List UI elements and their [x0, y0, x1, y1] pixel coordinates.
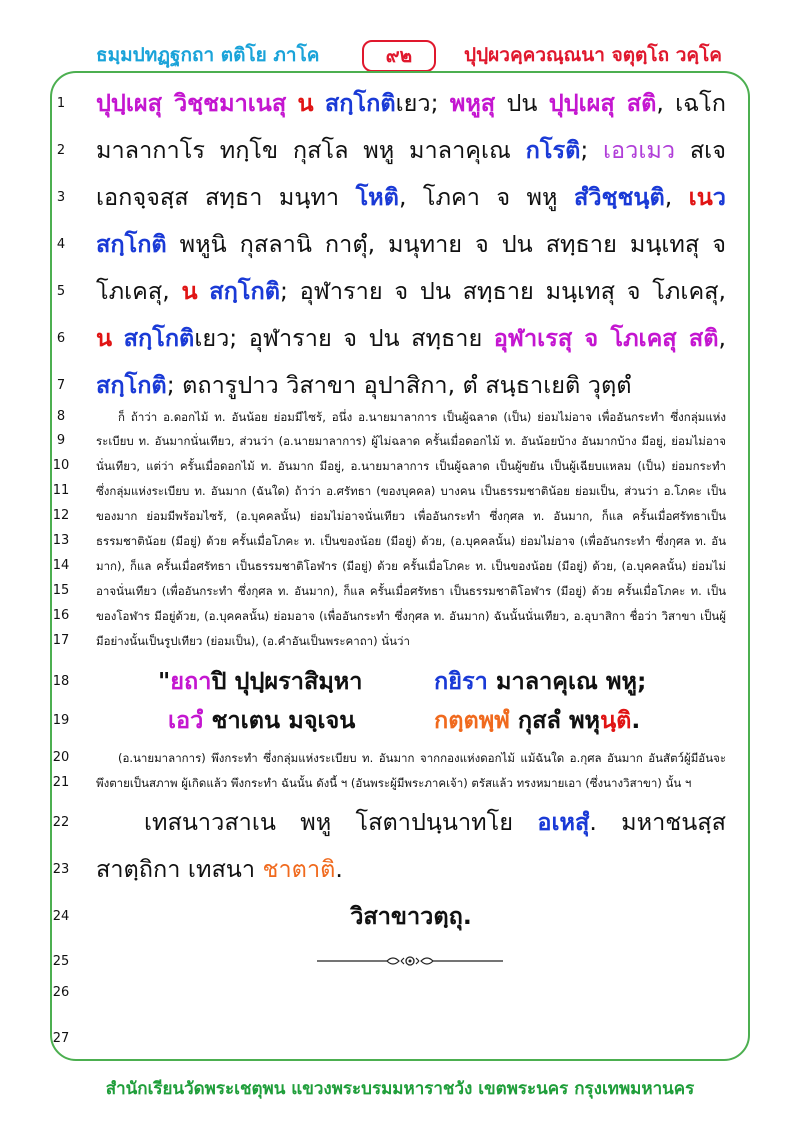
line-number: 12	[52, 508, 70, 523]
line-number: 7	[56, 378, 66, 393]
text-run	[286, 89, 297, 117]
pali-verb: สกฺโกติ	[96, 230, 167, 258]
footer-institution: สำนักเรียนวัดพระเชตุพน แขวงพระบรมมหาราชวัง เขตพระนคร กรุงเทพมหานคร	[105, 1079, 695, 1099]
line-number: 25	[52, 954, 70, 969]
verse-quote-particle: นฺติ	[600, 706, 632, 734]
line-number: 15	[52, 583, 70, 598]
text-line-23	[96, 854, 726, 884]
text-run: เยว;	[395, 89, 450, 117]
translation-line: มาก), ก็แล ครั้นเมื่อศรัทธา เป็นธรรมชาติโอฬาร (มีอยู่) ด้วย ครั้นเมื่อโภคะ ท. เป็นของน้อย (มีอยู่) ด้วย, (อ.บุคคลนั้น) ย่อมไม่	[96, 559, 726, 573]
pali-phrase: เอวเมว	[603, 136, 676, 164]
verse-line-1a	[158, 666, 388, 696]
pali-negation: เน	[688, 183, 713, 211]
translation-line: อาจนั่นเทียว (เพื่ออันกระทำ ซึ่งกุศล ท. อันมาก), ก็แล ครั้นเมื่อศรัทธา เป็นธรรมชาติโอฬาร (มีอยู่) ด้วย ครั้นเมื่อโภคะ ท. เป็น	[96, 584, 726, 598]
text-run: ชาเตน มจฺเจน	[203, 706, 356, 734]
pali-phrase: ปุปฺเผสุ วิชฺชมาเนสุ	[96, 89, 287, 117]
translation-line: พึงตายเป็นสภาพ ผู้เกิดแล้ว พึงกระทำ ฉันนั้น ดังนี้ ฯ (อันพระผู้มีพระภาคเจ้า) ตรัสแล้ว ทรงหมายเอา (ซึ่งนางวิสาขา) นั้น ฯ	[96, 776, 692, 790]
line-number: 13	[52, 533, 70, 548]
story-end-title: วิสาขาวตฺถุ.	[350, 902, 472, 930]
text-run: , โภคา จ พหู	[398, 183, 574, 211]
text-run: ปิ ปุปฺผราสิมฺหา	[211, 667, 363, 695]
verse-line-2b	[434, 705, 694, 735]
line-number: 21	[52, 775, 70, 790]
pali-verb: สกฺโกติ	[209, 277, 280, 305]
text-run: ;	[580, 136, 604, 164]
text-run	[112, 324, 124, 352]
pali-verb: ชาตาติ	[262, 855, 336, 883]
line-number: 1	[56, 96, 66, 111]
verse-line-1b	[434, 666, 694, 696]
text-run: มาลากาโร ทกฺโข กุสโล พหู มาลาคุเณ	[96, 136, 526, 164]
pali-negation: น	[297, 89, 314, 117]
pali-verb: สกฺโกติ	[324, 89, 396, 117]
text-run	[198, 277, 210, 305]
translation-line: มีอย่างนั้นเป็นรูปเทียว (ย่อมเป็น), (อ.คำอันเป็นพระคาถา) นั่นว่า	[96, 634, 410, 648]
translation-line: ของโอฬาร มีอยู่ด้วย, (อ.บุคคลนั้น) ย่อมอาจ (เพื่ออันกระทำ ซึ่งกุศล ท. อันมาก) ฉันนั้นนั่นเทียว, อ.อุบาสิกา ชื่อว่า วิสาขา เป็นผู้	[96, 609, 726, 623]
pali-verb: อเหสุํ	[537, 808, 590, 836]
line-number: 5	[56, 284, 66, 299]
text-line-1	[96, 88, 726, 118]
translation-line: ซึ่งกลุ่มแห่งระเบียบ ท. อันมาก (ฉันใด) ถ้าว่า อ.ศรัทธา (ของบุคคล) บางคน เป็นธรรมชาติน้อย ย่อมเป็น, ส่วนว่า อ.โภคะ เป็น	[96, 484, 726, 498]
pali-verb: สํวิชฺชนฺติ	[573, 183, 665, 211]
pali-verb: สกฺโกติ	[123, 324, 195, 352]
line-number: 16	[52, 608, 70, 623]
line-number: 14	[52, 558, 70, 573]
text-line-4	[96, 229, 726, 259]
text-run: .	[631, 706, 641, 734]
translation-line: ธรรมชาติน้อย (มีอยู่) ด้วย ครั้นเมื่อโภคะ ท. เป็นของน้อย (มีอยู่) ด้วย, (อ.บุคคลนั้น) ย่อมไม่อาจ (เพื่ออันกระทำ ซึ่งกุศล ท. อัน	[96, 534, 726, 548]
header-title-left: ธมฺมปทฏฺฐกถา ตติโย ภาโค	[96, 44, 320, 66]
pali-phrase: อุฬาเรสุ จ โภเคสุ สติ	[493, 324, 719, 352]
line-number: 17	[52, 633, 70, 648]
text-run	[314, 89, 325, 117]
text-run: เยว; อุฬาราย จ ปน สทฺธาย	[194, 324, 494, 352]
pali-negation: น	[96, 324, 113, 352]
line-number: 8	[56, 409, 66, 424]
text-run: ปน	[495, 89, 549, 117]
verse-keyword: ยถา	[170, 667, 212, 695]
text-run: ; อุฬาราย จ ปน สทฺธาย มนฺเทสุ จ โภเคสุ,	[279, 277, 726, 305]
text-line-22	[96, 807, 726, 837]
text-line-7	[96, 370, 726, 400]
line-number: 18	[52, 674, 70, 689]
text-run: เอกจฺจสฺส สทฺธา มนฺทา	[96, 183, 356, 211]
verse-line-2a	[168, 705, 388, 735]
translation-line: นั่นเทียว, แต่ว่า ครั้นเมื่อดอกไม้ ท. อันมาก มีอยู่, อ.นายมาลาการ เป็นผู้ฉลาด เป็นผู้ขยัน เป็นผู้เฉียบแหลม (เป็น) ย่อมกระทำ	[96, 459, 726, 473]
text-run: สาตฺถิกา เทสนา	[96, 855, 263, 883]
line-number: 6	[56, 331, 66, 346]
line-number: 3	[56, 190, 66, 205]
text-run: มาลาคุเณ พหู;	[487, 667, 647, 695]
text-run: , เฉโก	[656, 89, 726, 117]
text-line-6	[96, 323, 726, 353]
text-line-3	[96, 182, 726, 212]
pali-phrase: พหูสุ	[449, 89, 496, 117]
line-number: 9	[56, 433, 66, 448]
line-number: 10	[52, 458, 70, 473]
text-run: ,	[718, 324, 726, 352]
line-number: 24	[52, 909, 70, 924]
verse-keyword: กยิรา	[434, 667, 488, 695]
line-number: 4	[56, 237, 66, 252]
text-run: . มหาชนสฺส	[589, 808, 726, 836]
text-run: ,	[664, 183, 689, 211]
text-run: เทสนาวสาเน พหู โสตาปนฺนาทโย	[144, 808, 538, 836]
text-run: พหูนิ กุสลานิ กาตุํ, มนุทาย จ ปน สทฺธาย มนฺเทสุ จ	[166, 230, 726, 258]
text-run: สเจ	[675, 136, 726, 164]
text-line-2	[96, 135, 726, 165]
line-number: 2	[56, 143, 66, 158]
pali-verb: กโรติ	[525, 136, 581, 164]
pali-particle: ว	[712, 183, 726, 211]
pali-verb: โหติ	[355, 183, 399, 211]
translation-line: (อ.นายมาลาการ) พึงกระทำ ซึ่งกลุ่มแห่งระเบียบ ท. อันมาก จากกองแห่งดอกไม้ แม้ฉันใด อ.กุศล อันมาก อันสัตว์ผู้มีอันจะ	[118, 751, 726, 765]
text-line-5	[96, 276, 726, 306]
translation-line: ระเบียบ ท. อันมากนั่นเทียว, ส่วนว่า (อ.นายมาลาการ) ผู้ไม่ฉลาด ครั้นเมื่อดอกไม้ ท. อันน้อยบ้าง อันมากบ้าง มีอยู่, ย่อมไม่อาจ	[96, 434, 726, 448]
line-number: 27	[52, 1031, 70, 1046]
line-number: 11	[52, 483, 70, 498]
line-number: 22	[52, 815, 70, 830]
text-run: .	[335, 855, 343, 883]
line-number: 19	[52, 713, 70, 728]
line-number: 23	[52, 862, 70, 877]
translation-line: ของมาก ย่อมมีพร้อมไซร้, (อ.บุคคลนั้น) ย่อมไม่อาจนั่นเทียว เพื่ออันกระทำ ซึ่งกุศล ท. อันมาก, ก็แล ครั้นเมื่อศรัทธาเป็น	[96, 509, 726, 523]
pali-verb: สกฺโกติ	[96, 371, 167, 399]
verse-keyword: กตฺตพฺพํ	[434, 706, 510, 734]
ornamental-divider-icon	[315, 954, 505, 968]
verse-keyword: เอวํ	[168, 706, 204, 734]
translation-line: ก็ ถ้าว่า อ.ดอกไม้ ท. อันน้อย ย่อมมีไซร้, อนึ่ง อ.นายมาลาการ เป็นผู้ฉลาด (เป็น) ย่อมไม่อาจ เพื่ออันกระทำ ซึ่งกลุ่มแห่ง	[118, 410, 726, 424]
pali-negation: น	[181, 277, 198, 305]
text-run: กุสลํ พหุ	[509, 706, 601, 734]
line-number: 26	[52, 985, 70, 1000]
header-title-right: ปุปฺผวคฺควณฺณนา จตุตฺโถ วคฺโค	[464, 44, 722, 66]
page-number: ๙๒	[362, 40, 436, 72]
text-run: โภเคสุ,	[96, 277, 182, 305]
text-run: ; ตถารูปาว วิสาขา อุปาสิกา, ตํ สนฺธาเยติ วุตฺตํ	[166, 371, 632, 399]
line-number: 20	[52, 750, 70, 765]
pali-phrase: ปุปฺเผสุ สติ	[548, 89, 657, 117]
text-run: "	[158, 667, 171, 695]
